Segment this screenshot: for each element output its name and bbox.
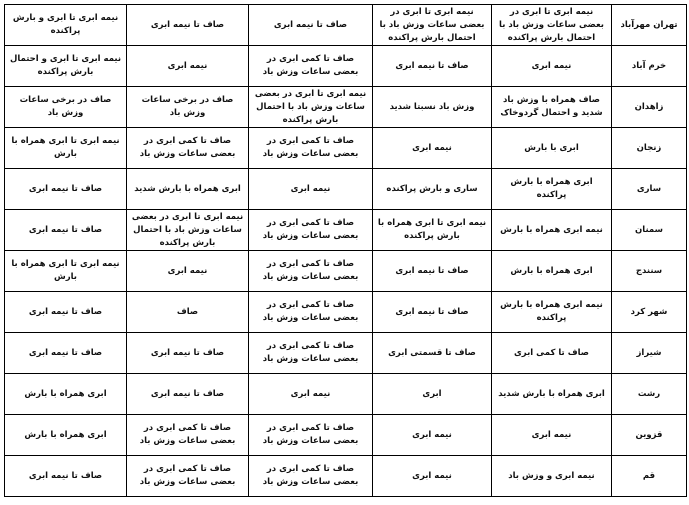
table-row (5, 5, 687, 46)
forecast-cell-day-1: ابری با بارش (492, 128, 612, 169)
forecast-cell-day-1: ابری همراه با بارش شدید (492, 374, 612, 415)
table-row (5, 333, 687, 374)
forecast-cell-day-5: صاف در برخی ساعات وزش باد (5, 87, 127, 128)
forecast-cell-day-1: نیمه ابری تا ابری در بعضی ساعات وزش باد با احتمال بارش پراکنده (492, 5, 612, 46)
forecast-cell-day-5: ابری همراه با بارش (5, 374, 127, 415)
table-row (5, 374, 687, 415)
forecast-cell-day-4: ابری همراه با بارش شدید (127, 169, 249, 210)
forecast-cell-day-1: ابری همراه با بارش (492, 251, 612, 292)
forecast-cell-day-3: صاف تا کمی ابری در بعضی ساعات وزش باد (249, 456, 373, 497)
forecast-cell-day-4: صاف تا نیمه ابری (127, 374, 249, 415)
forecast-cell-day-1: نیمه ابری همراه با بارش پراکنده (492, 292, 612, 333)
forecast-cell-day-3: صاف تا کمی ابری در بعضی ساعات وزش باد (249, 415, 373, 456)
table-row (5, 87, 687, 128)
city-name-cell: سمنان (612, 210, 687, 251)
forecast-cell-day-5: صاف تا نیمه ابری (5, 210, 127, 251)
city-name-cell: خرم آباد (612, 46, 687, 87)
table-row (5, 128, 687, 169)
city-name-cell: ساری (612, 169, 687, 210)
forecast-cell-day-5: نیمه ابری تا ابری و بارش پراکنده (5, 5, 127, 46)
forecast-cell-day-1: ابری همراه با بارش پراکنده (492, 169, 612, 210)
forecast-cell-day-2: نیمه ابری (373, 128, 492, 169)
forecast-cell-day-4: صاف تا نیمه ابری (127, 333, 249, 374)
forecast-cell-day-5: صاف تا نیمه ابری (5, 456, 127, 497)
forecast-cell-day-1: نیمه ابری (492, 415, 612, 456)
forecast-cell-day-3: نیمه ابری (249, 374, 373, 415)
city-name-cell: قزوین (612, 415, 687, 456)
forecast-cell-day-4: صاف تا کمی ابری در بعضی ساعات وزش باد (127, 415, 249, 456)
forecast-cell-day-2: صاف تا نیمه ابری (373, 251, 492, 292)
forecast-cell-day-3: صاف تا کمی ابری در بعضی ساعات وزش باد (249, 210, 373, 251)
forecast-cell-day-5: صاف تا نیمه ابری (5, 169, 127, 210)
forecast-cell-day-2: نیمه ابری تا ابری همراه با بارش پراکنده (373, 210, 492, 251)
weather-forecast-table (4, 4, 687, 497)
forecast-table-body (5, 5, 687, 497)
forecast-cell-day-2: وزش باد نسبتا شدید (373, 87, 492, 128)
city-name-cell: شهر کرد (612, 292, 687, 333)
forecast-cell-day-3: صاف تا کمی ابری در بعضی ساعات وزش باد (249, 251, 373, 292)
forecast-cell-day-2: صاف تا قسمتی ابری (373, 333, 492, 374)
forecast-cell-day-5: نیمه ابری تا ابری همراه با بارش (5, 128, 127, 169)
forecast-cell-day-2: ابری (373, 374, 492, 415)
city-name-cell: قم (612, 456, 687, 497)
city-name-cell: زنجان (612, 128, 687, 169)
forecast-cell-day-1: نیمه ابری (492, 46, 612, 87)
forecast-cell-day-1: صاف تا کمی ابری (492, 333, 612, 374)
city-name-cell: شیراز (612, 333, 687, 374)
forecast-cell-day-4: صاف تا کمی ابری در بعضی ساعات وزش باد (127, 128, 249, 169)
forecast-cell-day-5: صاف تا نیمه ابری (5, 292, 127, 333)
city-name-cell: زاهدان (612, 87, 687, 128)
forecast-cell-day-4: صاف تا نیمه ابری (127, 5, 249, 46)
table-row (5, 292, 687, 333)
forecast-cell-day-3: صاف تا نیمه ابری (249, 5, 373, 46)
forecast-cell-day-4: صاف تا کمی ابری در بعضی ساعات وزش باد (127, 456, 249, 497)
forecast-cell-day-5: نیمه ابری تا ابری همراه با بارش (5, 251, 127, 292)
forecast-cell-day-3: صاف تا کمی ابری در بعضی ساعات وزش باد (249, 292, 373, 333)
city-name-cell: رشت (612, 374, 687, 415)
forecast-cell-day-2: نیمه ابری (373, 415, 492, 456)
forecast-cell-day-2: نیمه ابری تا ابری در بعضی ساعات وزش باد با احتمال بارش پراکنده (373, 5, 492, 46)
table-row (5, 210, 687, 251)
forecast-cell-day-5: نیمه ابری تا ابری و احتمال بارش پراکنده (5, 46, 127, 87)
forecast-cell-day-4: نیمه ابری (127, 46, 249, 87)
forecast-cell-day-3: صاف تا کمی ابری در بعضی ساعات وزش باد (249, 333, 373, 374)
table-row (5, 169, 687, 210)
forecast-cell-day-5: ابری همراه با بارش (5, 415, 127, 456)
forecast-cell-day-1: صاف همراه با وزش باد شدید و احتمال گردوخاک (492, 87, 612, 128)
forecast-cell-day-5: صاف تا نیمه ابری (5, 333, 127, 374)
forecast-cell-day-4: صاف (127, 292, 249, 333)
forecast-cell-day-2: ساری و بارش پراکنده (373, 169, 492, 210)
city-name-cell: سنندج (612, 251, 687, 292)
table-row (5, 251, 687, 292)
forecast-cell-day-3: صاف تا کمی ابری در بعضی ساعات وزش باد (249, 128, 373, 169)
forecast-cell-day-3: نیمه ابری تا ابری در بعضی ساعات وزش باد با احتمال بارش پراکنده (249, 87, 373, 128)
forecast-cell-day-1: نیمه ابری همراه با بارش (492, 210, 612, 251)
forecast-cell-day-3: نیمه ابری (249, 169, 373, 210)
forecast-cell-day-4: نیمه ابری (127, 251, 249, 292)
forecast-cell-day-1: نیمه ابری و وزش باد (492, 456, 612, 497)
forecast-cell-day-4: صاف در برخی ساعات وزش باد (127, 87, 249, 128)
forecast-cell-day-2: نیمه ابری (373, 456, 492, 497)
table-row (5, 456, 687, 497)
forecast-cell-day-3: صاف تا کمی ابری در بعضی ساعات وزش باد (249, 46, 373, 87)
forecast-cell-day-2: صاف تا نیمه ابری (373, 292, 492, 333)
forecast-cell-day-4: نیمه ابری تا ابری در بعضی ساعات وزش باد با احتمال بارش پراکنده (127, 210, 249, 251)
table-row (5, 415, 687, 456)
table-row (5, 46, 687, 87)
forecast-cell-day-2: صاف تا نیمه ابری (373, 46, 492, 87)
city-name-cell: تهران مهرآباد (612, 5, 687, 46)
